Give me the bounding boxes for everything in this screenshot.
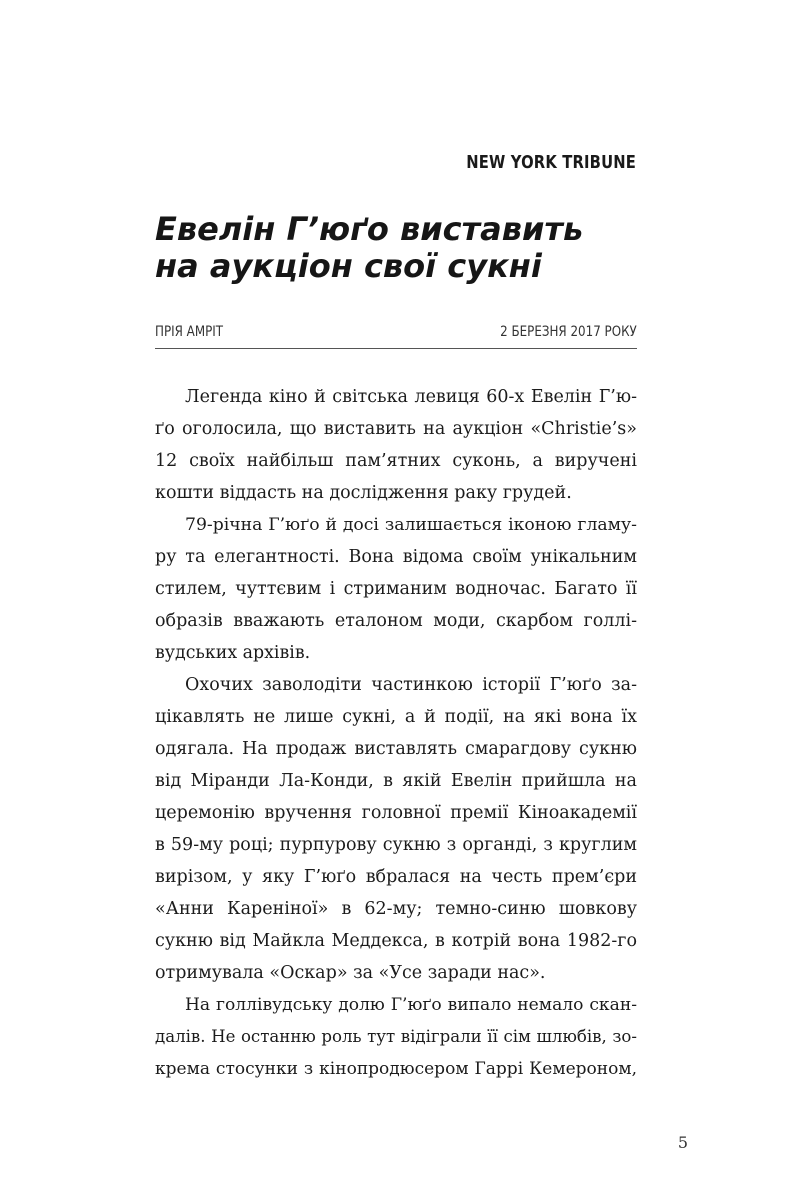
publication-masthead: NEW YORK TRIBUNE [466,152,636,173]
page-number: 5 [677,1133,688,1152]
body-line: в 59-му році; пурпурову сукню з органді, з круглим [155,835,637,855]
byline-date: 2 БЕРЕЗНЯ 2017 РОКУ [500,324,637,340]
body-line: стилем, чуттєвим і стриманим водночас. Багато її [155,579,637,599]
body-line: 12 своїх найбільш пам’ятних суконь, а виручені [155,451,637,471]
body-line: Легенда кіно й світська левиця 60-х Евелін Г’ю- [185,387,637,407]
headline-line-2: на аукціон свої сукні [155,247,542,285]
body-line: «Анни Кареніної» в 62-му; темно-синю шовкову [155,899,637,919]
byline [155,322,637,349]
body-line: ру та елегантності. Вона відома своїм унікальним [155,547,637,567]
body-line: ґо оголосила, що виставить на аукціон «Christie’s» [155,419,637,439]
article-headline [155,211,655,285]
body-line: 79-річна Г’юґо й досі залишається іконою гламу- [185,515,637,535]
body-line: вудських архівів. [155,643,311,663]
body-line: сукню від Майкла Меддекса, в котрій вона 1982-го [155,931,637,951]
body-line: цікавлять не лише сукні, а й події, на які вона їх [155,707,637,727]
body-line: одягала. На продаж виставлять смарагдову сукню [155,739,637,759]
body-line: кошти віддасть на дослідження раку грудей. [155,483,572,503]
body-line: образів вважають еталоном моди, скарбом голлі- [155,611,637,631]
body-line: вирізом, у яку Г’юґо вбралася на честь прем’єри [155,867,637,887]
body-line: Охочих заволодіти частинкою історії Г’юґо за- [185,675,637,695]
byline-author: ПРІЯ АМРІТ [155,324,224,340]
body-line: далів. Не останню роль тут відіграли її сім шлюбів, зо- [155,1027,637,1046]
headline-line-1: Евелін Г’юґо виставить [155,210,584,248]
body-line: крема стосунки з кінопродюсером Гаррі Кемероном, [155,1059,637,1079]
body-line: від Міранди Ла-Конди, в якій Евелін прийшла на [155,771,637,791]
body-line: На голлівудську долю Г’юґо випало немало скан- [185,995,637,1015]
body-line: церемонію вручення головної премії Кіноакадемії [155,803,637,823]
body-line: отримувала «Оскар» за «Усе заради нас». [155,963,546,983]
